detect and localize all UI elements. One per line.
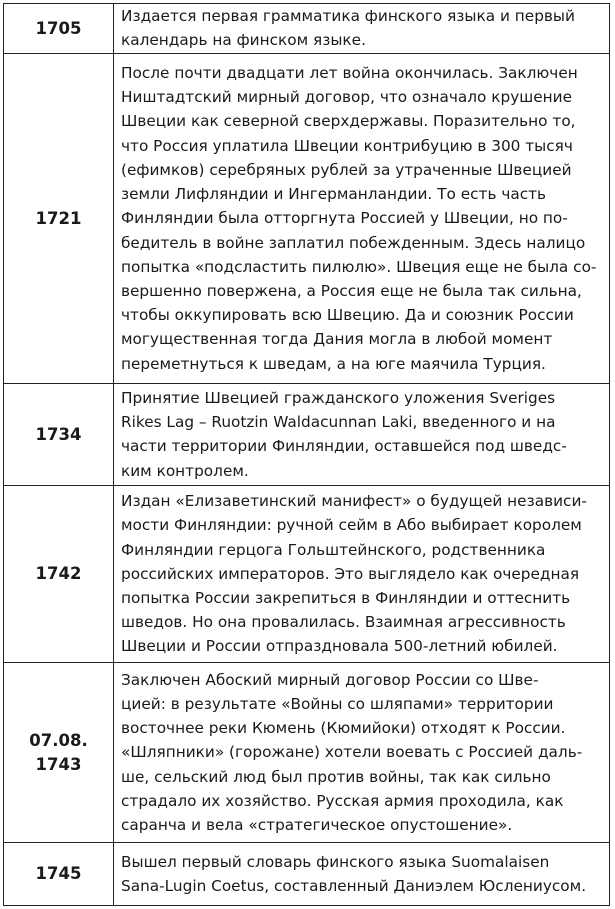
year-cell — [4, 663, 114, 843]
text-line: календарь на финском языке. — [121, 31, 366, 50]
text-line: Rikes Lag – Ruotzin Waldacunnan Laki, введенного и на — [121, 413, 556, 432]
text-line: переметнуться к шведам, а на юге маячила Турция. — [121, 354, 546, 373]
table-row — [4, 4, 610, 54]
text-line: попытка России закрепиться в Финляндии и оттеснить — [121, 589, 571, 607]
text-line: (ефимков) серебряных рублей за утраченные Швецией — [121, 160, 572, 179]
event-description — [114, 486, 610, 663]
text-line: Издается первая грамматика финского языка и первый — [121, 7, 575, 25]
text-line: Швеции как северной сверхдержавы. Поразительно то, — [121, 112, 576, 131]
text-line: мости Финляндии: ручной сейм в Або выбирает королем — [121, 516, 582, 535]
text-line: Вышел первый словарь финского языка Suomalaisen — [121, 852, 550, 871]
text-line: цией: в результате «Войны со шляпами» территории — [121, 694, 554, 713]
event-description — [114, 4, 610, 54]
event-description — [114, 663, 610, 843]
table-row — [4, 54, 610, 384]
event-description — [114, 843, 610, 906]
text-line: бедитель в войне заплатил побежденным. Здесь налицо — [121, 233, 586, 252]
event-description — [114, 384, 610, 486]
year-text: 1743 — [35, 754, 82, 774]
text-line: Sana-Lugin Coetus, составленный Даниэлем Юслениусом. — [121, 876, 587, 895]
year-cell — [4, 384, 114, 486]
year-text: 07.08. — [29, 730, 88, 750]
year-text: 1742 — [35, 564, 82, 584]
text-line: Финляндии герцога Гольштейнского, родственника — [121, 540, 546, 559]
text-line: земли Лифляндии и Ингерманландии. То есть часть — [121, 185, 547, 204]
table-row — [4, 384, 610, 486]
table-row — [4, 663, 610, 843]
year-cell — [4, 54, 114, 384]
text-line: Принятие Швецией гражданского уложения Sveriges — [121, 389, 556, 407]
text-line: что Россия уплатила Швеции контрибуцию в 300 тысяч — [121, 136, 573, 155]
year-text: 1705 — [35, 18, 82, 38]
text-line: Заключен Абоский мирный договор России со Шве- — [121, 670, 539, 689]
text-line: российских императоров. Это выглядело как очередная — [121, 564, 580, 583]
text-line: попытка «подсластить пилюлю». Швеция еще не была со- — [121, 257, 597, 276]
timeline-table — [3, 3, 610, 906]
text-line: ше, сельский люд был против войны, так как сильно — [121, 767, 551, 786]
text-line: Ништадтский мирный договор, что означало крушение — [121, 88, 573, 107]
text-line: части территории Финляндии, оставшейся под шведс- — [121, 437, 567, 456]
text-line: шведов. Но она провалилась. Взаимная агрессивность — [121, 613, 566, 632]
table-row — [4, 486, 610, 663]
year-cell — [4, 4, 114, 54]
text-line: страдало их хозяйство. Русская армия проходила, как — [121, 791, 564, 810]
text-line: После почти двадцати лет война окончилась. Заключен — [121, 64, 578, 83]
table-row — [4, 843, 610, 906]
year-text: 1721 — [35, 208, 82, 228]
text-line: ким контролем. — [121, 461, 249, 480]
text-line: саранча и вела «стратегическое опустошение». — [121, 815, 513, 834]
year-text: 1734 — [35, 424, 82, 444]
text-line: «Шляпники» (горожане) хотели воевать с Россией даль- — [121, 743, 583, 762]
event-description — [114, 54, 610, 384]
text-line: Издан «Елизаветинский манифест» о будущей независи- — [121, 492, 587, 511]
text-line: вершенно повержена, а Россия еще не была так сильна, — [121, 281, 582, 300]
text-line: могущественная тогда Дания могла в любой момент — [121, 330, 553, 349]
year-cell — [4, 486, 114, 663]
year-cell — [4, 843, 114, 906]
text-line: Швеции и России отпраздновала 500-летний юбилей. — [121, 637, 558, 656]
text-line: чтобы оккупировать всю Швецию. Да и союзник России — [121, 306, 574, 325]
text-line: Финляндии была отторгнута Россией у Швеции, но по- — [121, 209, 568, 228]
year-text: 1745 — [35, 864, 82, 884]
text-line: восточнее реки Кюмень (Кюмийоки) отходят к России. — [121, 719, 566, 738]
